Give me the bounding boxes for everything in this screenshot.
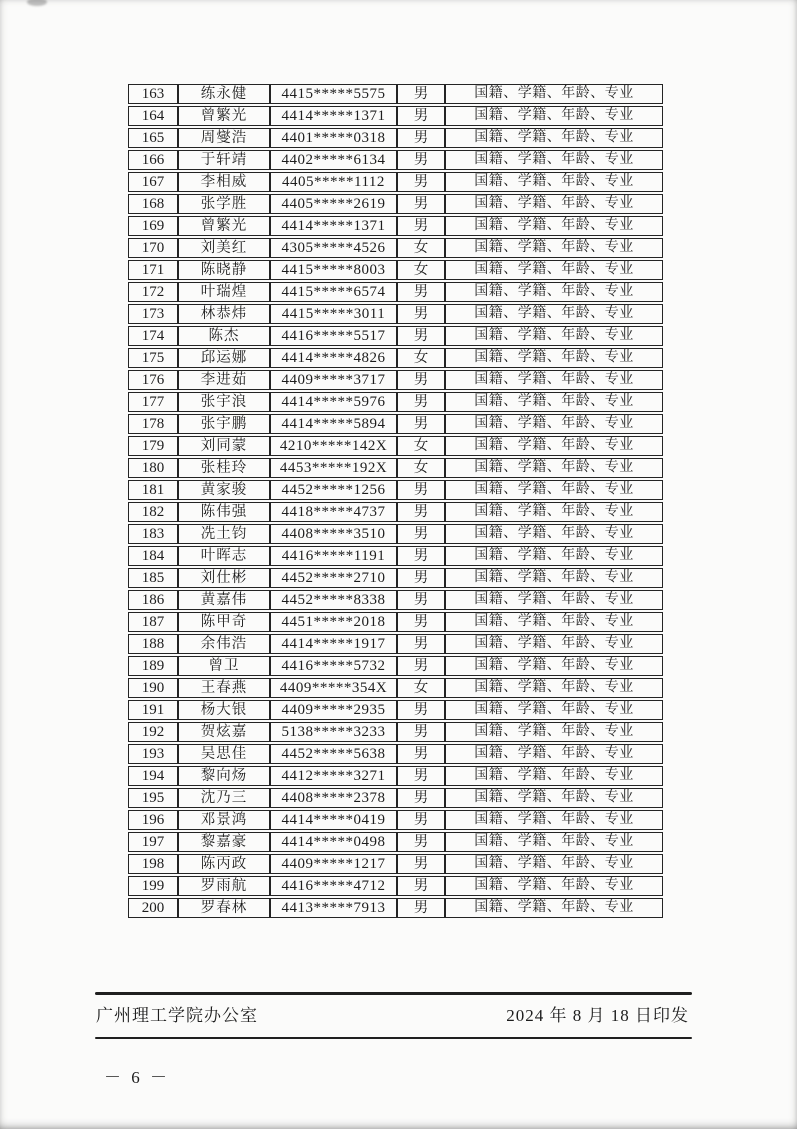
gender-cell: 男 — [397, 612, 445, 632]
gender-cell: 女 — [397, 260, 445, 280]
table-row — [128, 810, 663, 830]
gender-cell: 男 — [397, 480, 445, 500]
row-number-cell: 190 — [128, 678, 178, 698]
gender-cell: 男 — [397, 304, 445, 324]
table-row — [128, 744, 663, 764]
gender-cell: 男 — [397, 502, 445, 522]
check-items-cell: 国籍、学籍、年龄、专业 — [445, 260, 663, 280]
table-row — [128, 84, 663, 104]
row-number-cell: 186 — [128, 590, 178, 610]
table-row — [128, 590, 663, 610]
check-items-cell: 国籍、学籍、年龄、专业 — [445, 436, 663, 456]
check-items-cell: 国籍、学籍、年龄、专业 — [445, 876, 663, 896]
table-row — [128, 458, 663, 478]
id-number-cell: 4452*****1256 — [270, 480, 397, 500]
id-number-cell: 4405*****2619 — [270, 194, 397, 214]
footer-rule-top — [95, 992, 692, 995]
id-number-cell: 4413*****7913 — [270, 898, 397, 918]
gender-cell: 男 — [397, 700, 445, 720]
gender-cell: 女 — [397, 436, 445, 456]
table-row — [128, 546, 663, 566]
row-number-cell: 183 — [128, 524, 178, 544]
table-row — [128, 876, 663, 896]
row-number-cell: 200 — [128, 898, 178, 918]
check-items-cell: 国籍、学籍、年龄、专业 — [445, 744, 663, 764]
name-cell: 叶瑞煌 — [178, 282, 270, 302]
gender-cell: 男 — [397, 568, 445, 588]
id-number-cell: 4415*****3011 — [270, 304, 397, 324]
name-cell: 曾卫 — [178, 656, 270, 676]
name-cell: 刘美红 — [178, 238, 270, 258]
table-row — [128, 392, 663, 412]
gender-cell: 男 — [397, 524, 445, 544]
table-row — [128, 854, 663, 874]
name-cell: 曾繁光 — [178, 106, 270, 126]
gender-cell: 男 — [397, 172, 445, 192]
id-number-cell: 4402*****6134 — [270, 150, 397, 170]
check-items-cell: 国籍、学籍、年龄、专业 — [445, 194, 663, 214]
row-number-cell: 187 — [128, 612, 178, 632]
gender-cell: 男 — [397, 150, 445, 170]
table-row — [128, 480, 663, 500]
row-number-cell: 195 — [128, 788, 178, 808]
footer-rule-bottom — [95, 1037, 692, 1039]
table-row — [128, 898, 663, 918]
check-items-cell: 国籍、学籍、年龄、专业 — [445, 370, 663, 390]
id-number-cell: 4412*****3271 — [270, 766, 397, 786]
check-items-cell: 国籍、学籍、年龄、专业 — [445, 678, 663, 698]
page-number: － 6 － — [104, 1068, 170, 1087]
row-number-cell: 181 — [128, 480, 178, 500]
check-items-cell: 国籍、学籍、年龄、专业 — [445, 480, 663, 500]
id-number-cell: 4415*****5575 — [270, 84, 397, 104]
gender-cell: 男 — [397, 590, 445, 610]
id-number-cell: 4305*****4526 — [270, 238, 397, 258]
name-cell: 王春燕 — [178, 678, 270, 698]
check-items-cell: 国籍、学籍、年龄、专业 — [445, 590, 663, 610]
id-number-cell: 4414*****5894 — [270, 414, 397, 434]
table-row — [128, 832, 663, 852]
name-cell: 黄家骏 — [178, 480, 270, 500]
id-number-cell: 4414*****0419 — [270, 810, 397, 830]
name-cell: 吴思佳 — [178, 744, 270, 764]
name-cell: 张桂玲 — [178, 458, 270, 478]
row-number-cell: 185 — [128, 568, 178, 588]
row-number-cell: 196 — [128, 810, 178, 830]
row-number-cell: 192 — [128, 722, 178, 742]
name-cell: 练永健 — [178, 84, 270, 104]
gender-cell: 女 — [397, 458, 445, 478]
table-row — [128, 326, 663, 346]
check-items-cell: 国籍、学籍、年龄、专业 — [445, 810, 663, 830]
table-row — [128, 436, 663, 456]
table-row — [128, 150, 663, 170]
table-row — [128, 502, 663, 522]
row-number-cell: 170 — [128, 238, 178, 258]
row-number-cell: 174 — [128, 326, 178, 346]
id-number-cell: 4405*****1112 — [270, 172, 397, 192]
row-number-cell: 182 — [128, 502, 178, 522]
id-number-cell: 4416*****1191 — [270, 546, 397, 566]
name-cell: 李进茹 — [178, 370, 270, 390]
table-row — [128, 524, 663, 544]
name-cell: 罗雨航 — [178, 876, 270, 896]
row-number-cell: 165 — [128, 128, 178, 148]
check-items-cell: 国籍、学籍、年龄、专业 — [445, 898, 663, 918]
gender-cell: 男 — [397, 832, 445, 852]
row-number-cell: 175 — [128, 348, 178, 368]
gender-cell: 男 — [397, 370, 445, 390]
check-items-cell: 国籍、学籍、年龄、专业 — [445, 502, 663, 522]
row-number-cell: 191 — [128, 700, 178, 720]
id-number-cell: 4409*****354X — [270, 678, 397, 698]
id-number-cell: 4409*****3717 — [270, 370, 397, 390]
name-cell: 陈杰 — [178, 326, 270, 346]
id-number-cell: 4414*****5976 — [270, 392, 397, 412]
name-cell: 陈丙政 — [178, 854, 270, 874]
id-number-cell: 4416*****4712 — [270, 876, 397, 896]
name-cell: 张宇浪 — [178, 392, 270, 412]
name-cell: 张宇鹏 — [178, 414, 270, 434]
gender-cell: 男 — [397, 656, 445, 676]
row-number-cell: 188 — [128, 634, 178, 654]
check-items-cell: 国籍、学籍、年龄、专业 — [445, 282, 663, 302]
table-row — [128, 634, 663, 654]
row-number-cell: 194 — [128, 766, 178, 786]
row-number-cell: 178 — [128, 414, 178, 434]
gender-cell: 男 — [397, 106, 445, 126]
check-items-cell: 国籍、学籍、年龄、专业 — [445, 216, 663, 236]
row-number-cell: 184 — [128, 546, 178, 566]
check-items-cell: 国籍、学籍、年龄、专业 — [445, 546, 663, 566]
name-cell: 杨大银 — [178, 700, 270, 720]
gender-cell: 女 — [397, 348, 445, 368]
table-row — [128, 106, 663, 126]
row-number-cell: 173 — [128, 304, 178, 324]
table-row — [128, 282, 663, 302]
gender-cell: 男 — [397, 194, 445, 214]
table-row — [128, 414, 663, 434]
check-items-cell: 国籍、学籍、年龄、专业 — [445, 524, 663, 544]
name-cell: 叶晖志 — [178, 546, 270, 566]
check-items-cell: 国籍、学籍、年龄、专业 — [445, 722, 663, 742]
id-number-cell: 4409*****2935 — [270, 700, 397, 720]
name-cell: 张学胜 — [178, 194, 270, 214]
table-row — [128, 216, 663, 236]
check-items-cell: 国籍、学籍、年龄、专业 — [445, 854, 663, 874]
gender-cell: 男 — [397, 766, 445, 786]
name-cell: 冼土钧 — [178, 524, 270, 544]
gender-cell: 男 — [397, 282, 445, 302]
name-cell: 曾繁光 — [178, 216, 270, 236]
name-cell: 周燮浩 — [178, 128, 270, 148]
row-number-cell: 189 — [128, 656, 178, 676]
gender-cell: 男 — [397, 876, 445, 896]
gender-cell: 男 — [397, 414, 445, 434]
id-number-cell: 4409*****1217 — [270, 854, 397, 874]
check-items-cell: 国籍、学籍、年龄、专业 — [445, 128, 663, 148]
row-number-cell: 164 — [128, 106, 178, 126]
check-items-cell: 国籍、学籍、年龄、专业 — [445, 392, 663, 412]
id-number-cell: 5138*****3233 — [270, 722, 397, 742]
check-items-cell: 国籍、学籍、年龄、专业 — [445, 238, 663, 258]
table-row — [128, 260, 663, 280]
table-row — [128, 656, 663, 676]
check-items-cell: 国籍、学籍、年龄、专业 — [445, 106, 663, 126]
table-row — [128, 612, 663, 632]
gender-cell: 男 — [397, 392, 445, 412]
check-items-cell: 国籍、学籍、年龄、专业 — [445, 326, 663, 346]
check-items-cell: 国籍、学籍、年龄、专业 — [445, 172, 663, 192]
row-number-cell: 167 — [128, 172, 178, 192]
footer-row — [96, 1001, 689, 1026]
table-row — [128, 172, 663, 192]
check-items-cell: 国籍、学籍、年龄、专业 — [445, 414, 663, 434]
name-cell: 刘仕彬 — [178, 568, 270, 588]
gender-cell: 男 — [397, 898, 445, 918]
gender-cell: 男 — [397, 216, 445, 236]
scan-smudge — [27, 0, 47, 6]
table-row — [128, 238, 663, 258]
id-number-cell: 4451*****2018 — [270, 612, 397, 632]
name-cell: 陈伟强 — [178, 502, 270, 522]
check-items-cell: 国籍、学籍、年龄、专业 — [445, 656, 663, 676]
issuing-office-label: 广州理工学院办公室 — [96, 1006, 258, 1025]
row-number-cell: 177 — [128, 392, 178, 412]
table-row — [128, 722, 663, 742]
id-number-cell: 4453*****192X — [270, 458, 397, 478]
name-cell: 陈晓静 — [178, 260, 270, 280]
name-cell: 于轩靖 — [178, 150, 270, 170]
gender-cell: 男 — [397, 810, 445, 830]
gender-cell: 男 — [397, 326, 445, 346]
table-row — [128, 370, 663, 390]
row-number-cell: 198 — [128, 854, 178, 874]
row-number-cell: 180 — [128, 458, 178, 478]
name-cell: 邓景鸿 — [178, 810, 270, 830]
check-items-cell: 国籍、学籍、年龄、专业 — [445, 634, 663, 654]
name-cell: 林恭炜 — [178, 304, 270, 324]
name-cell: 邱运娜 — [178, 348, 270, 368]
id-number-cell: 4414*****1371 — [270, 216, 397, 236]
id-number-cell: 4408*****2378 — [270, 788, 397, 808]
check-items-cell: 国籍、学籍、年龄、专业 — [445, 700, 663, 720]
table-row — [128, 128, 663, 148]
row-number-cell: 163 — [128, 84, 178, 104]
name-cell: 刘同蒙 — [178, 436, 270, 456]
table-row — [128, 678, 663, 698]
table-row — [128, 766, 663, 786]
table-row — [128, 348, 663, 368]
gender-cell: 男 — [397, 744, 445, 764]
gender-cell: 女 — [397, 238, 445, 258]
id-number-cell: 4414*****1371 — [270, 106, 397, 126]
row-number-cell: 169 — [128, 216, 178, 236]
check-items-cell: 国籍、学籍、年龄、专业 — [445, 832, 663, 852]
name-cell: 黄嘉伟 — [178, 590, 270, 610]
gender-cell: 男 — [397, 84, 445, 104]
row-number-cell: 166 — [128, 150, 178, 170]
roster-table-body — [128, 84, 663, 918]
id-number-cell: 4415*****8003 — [270, 260, 397, 280]
table-row — [128, 788, 663, 808]
gender-cell: 男 — [397, 546, 445, 566]
row-number-cell: 199 — [128, 876, 178, 896]
id-number-cell: 4414*****1917 — [270, 634, 397, 654]
check-items-cell: 国籍、学籍、年龄、专业 — [445, 348, 663, 368]
id-number-cell: 4416*****5732 — [270, 656, 397, 676]
table-row — [128, 568, 663, 588]
table-row — [128, 304, 663, 324]
name-cell: 余伟浩 — [178, 634, 270, 654]
name-cell: 黎向炀 — [178, 766, 270, 786]
row-number-cell: 176 — [128, 370, 178, 390]
name-cell: 黎嘉豪 — [178, 832, 270, 852]
name-cell: 罗春林 — [178, 898, 270, 918]
id-number-cell: 4418*****4737 — [270, 502, 397, 522]
check-items-cell: 国籍、学籍、年龄、专业 — [445, 766, 663, 786]
name-cell: 陈甲奇 — [178, 612, 270, 632]
id-number-cell: 4414*****4826 — [270, 348, 397, 368]
id-number-cell: 4401*****0318 — [270, 128, 397, 148]
row-number-cell: 172 — [128, 282, 178, 302]
id-number-cell: 4452*****5638 — [270, 744, 397, 764]
id-number-cell: 4415*****6574 — [270, 282, 397, 302]
row-number-cell: 171 — [128, 260, 178, 280]
check-items-cell: 国籍、学籍、年龄、专业 — [445, 788, 663, 808]
row-number-cell: 168 — [128, 194, 178, 214]
id-number-cell: 4452*****8338 — [270, 590, 397, 610]
id-number-cell: 4414*****0498 — [270, 832, 397, 852]
row-number-cell: 179 — [128, 436, 178, 456]
id-number-cell: 4210*****142X — [270, 436, 397, 456]
table-row — [128, 194, 663, 214]
gender-cell: 女 — [397, 678, 445, 698]
row-number-cell: 193 — [128, 744, 178, 764]
gender-cell: 男 — [397, 854, 445, 874]
issue-date-label: 2024 年 8 月 18 日印发 — [506, 1006, 689, 1025]
gender-cell: 男 — [397, 788, 445, 808]
check-items-cell: 国籍、学籍、年龄、专业 — [445, 568, 663, 588]
check-items-cell: 国籍、学籍、年龄、专业 — [445, 304, 663, 324]
check-items-cell: 国籍、学籍、年龄、专业 — [445, 458, 663, 478]
row-number-cell: 197 — [128, 832, 178, 852]
name-cell: 李相威 — [178, 172, 270, 192]
roster-table — [128, 82, 663, 920]
gender-cell: 男 — [397, 634, 445, 654]
id-number-cell: 4408*****3510 — [270, 524, 397, 544]
name-cell: 贺炫嘉 — [178, 722, 270, 742]
check-items-cell: 国籍、学籍、年龄、专业 — [445, 84, 663, 104]
name-cell: 沈乃三 — [178, 788, 270, 808]
check-items-cell: 国籍、学籍、年龄、专业 — [445, 612, 663, 632]
check-items-cell: 国籍、学籍、年龄、专业 — [445, 150, 663, 170]
gender-cell: 男 — [397, 722, 445, 742]
gender-cell: 男 — [397, 128, 445, 148]
id-number-cell: 4452*****2710 — [270, 568, 397, 588]
id-number-cell: 4416*****5517 — [270, 326, 397, 346]
table-row — [128, 700, 663, 720]
